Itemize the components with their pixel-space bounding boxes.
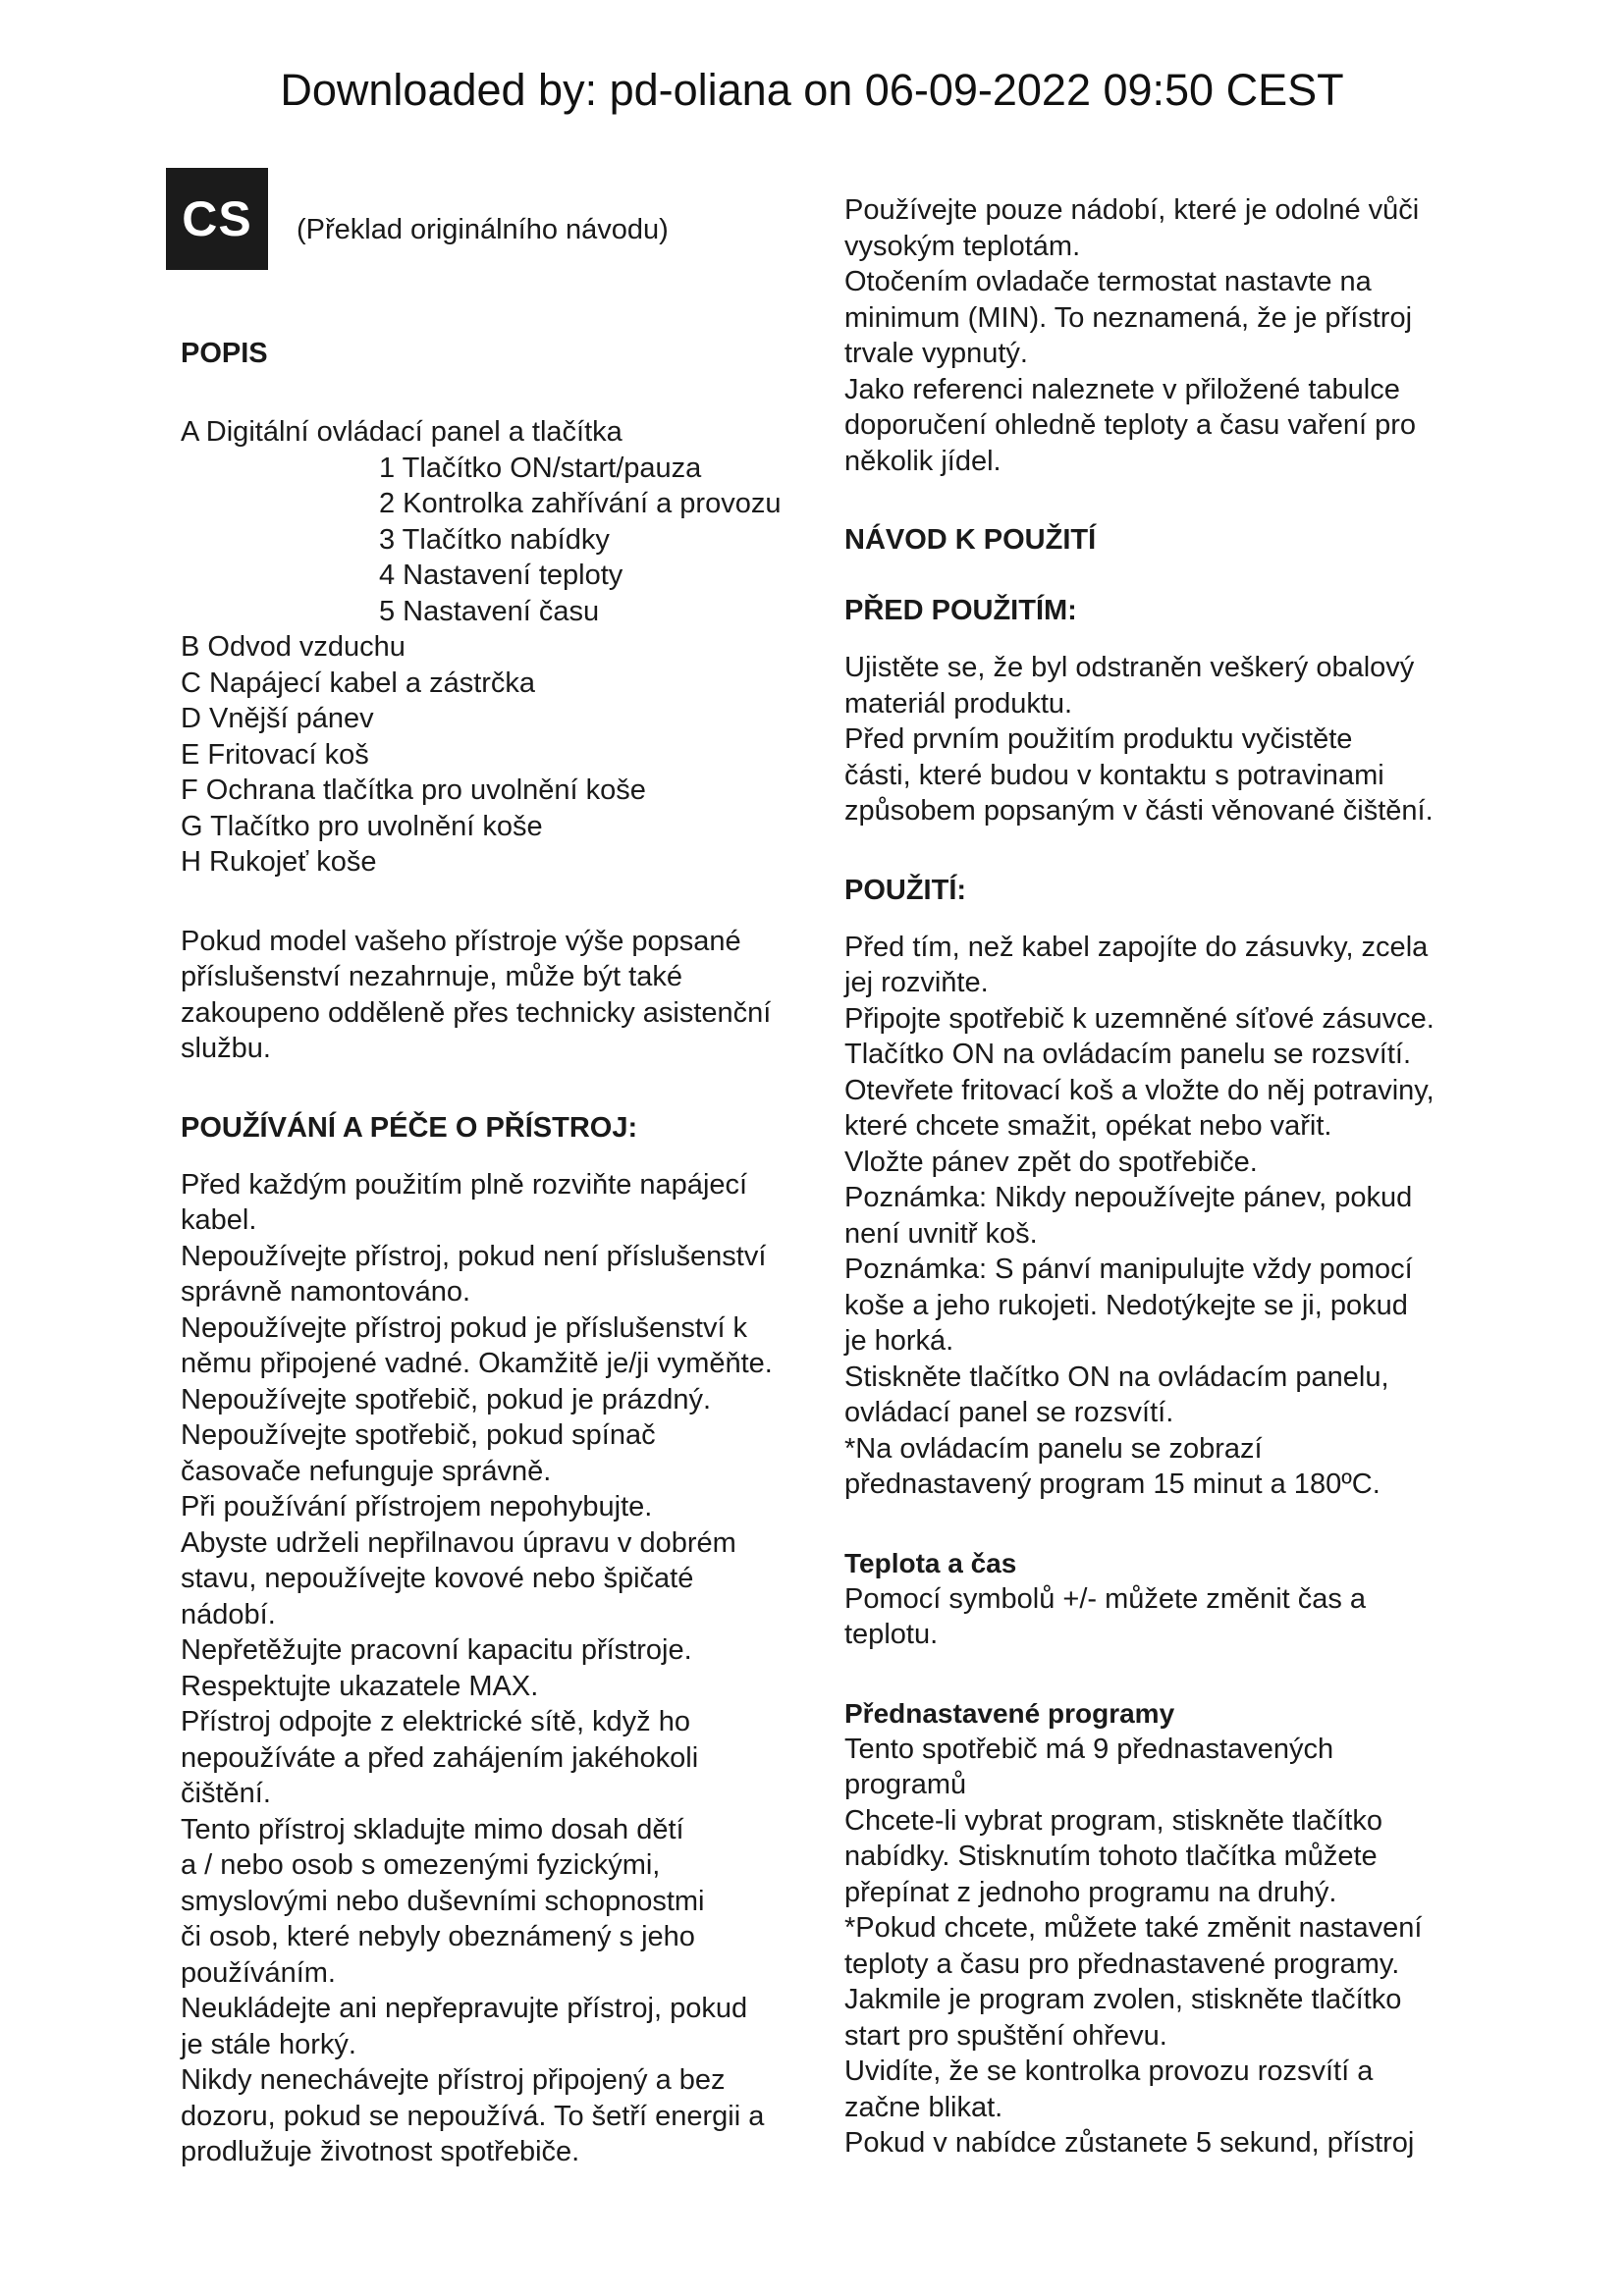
text-line: používáním. bbox=[181, 1956, 336, 1989]
text-line: Používejte pouze nádobí, které je odolné vůči bbox=[844, 194, 1420, 226]
text-line: koše a jeho rukojeti. Nedotýkejte se ji, pokud bbox=[844, 1289, 1408, 1321]
text-line: Pokud v nabídce zůstanete 5 sekund, přístroj bbox=[844, 2127, 1415, 2159]
text-line: Chcete-li vybrat program, stiskněte tlačítko bbox=[844, 1804, 1382, 1837]
text-line: Nepoužívejte spotřebič, pokud spínač bbox=[181, 1419, 656, 1451]
temperature-time-paragraph bbox=[844, 1581, 1473, 1653]
parts-subitem: 4 Nastavení teploty bbox=[379, 560, 623, 591]
text-line: službu. bbox=[181, 1033, 271, 1064]
section-heading-presets: Přednastavené programy bbox=[844, 1697, 1175, 1729]
section-heading-popis: POPIS bbox=[181, 338, 268, 369]
text-line: Poznámka: S pánví manipulujte vždy pomocí bbox=[844, 1254, 1413, 1285]
text-line: nepoužíváte a před zahájením jakéhokoli bbox=[181, 1741, 699, 1774]
text-line: či osob, které nebyly obeznámený s jeho bbox=[181, 1921, 695, 1952]
text-line: Tlačítko ON na ovládacím panelu se rozsvítí. bbox=[844, 1039, 1412, 1070]
text-line: Přístroj odpojte z elektrické sítě, když ho bbox=[181, 1706, 690, 1737]
text-line: prodlužuje životnost spotřebiče. bbox=[181, 2136, 580, 2167]
text-line: minimum (MIN). To neznamená, že je přístroj bbox=[844, 301, 1413, 334]
parts-subitem: 5 Nastavení času bbox=[379, 595, 600, 627]
parts-list-item: G Tlačítko pro uvolnění koše bbox=[181, 810, 543, 842]
text-line: několik jídel. bbox=[844, 445, 1001, 477]
translation-subtitle: (Překlad originálního návodu) bbox=[297, 214, 669, 245]
text-line: Před tím, než kabel zapojíte do zásuvky, zcela bbox=[844, 931, 1429, 963]
text-line: začne blikat. bbox=[844, 2091, 1003, 2123]
text-line: Při používání přístrojem nepohybujte. bbox=[181, 1491, 653, 1522]
text-line: které chcete smažit, opékat nebo vařit. bbox=[844, 1110, 1332, 1142]
language-badge: CS bbox=[166, 168, 268, 270]
text-line: způsobem popsaným v části věnované čištění. bbox=[844, 795, 1434, 827]
parts-list-item: B Odvod vzduchu bbox=[181, 631, 406, 663]
text-line: němu připojené vadné. Okamžitě je/ji vyměňte. bbox=[181, 1348, 773, 1379]
parts-list-item: F Ochrana tlačítka pro uvolnění koše bbox=[181, 774, 646, 806]
parts-list-item: D Vnější pánev bbox=[181, 703, 374, 734]
intro-paragraph bbox=[844, 192, 1473, 479]
parts-subitem: 3 Tlačítko nabídky bbox=[379, 523, 610, 556]
text-line: Stiskněte tlačítko ON na ovládacím panelu, bbox=[844, 1361, 1389, 1393]
section-heading-temperature-time: Teplota a čas bbox=[844, 1547, 1017, 1578]
text-line: zakoupeno odděleně přes technicky asistenční bbox=[181, 996, 772, 1029]
text-line: nádobí. bbox=[181, 1598, 276, 1630]
text-line: programů bbox=[844, 1769, 967, 1800]
text-line: ovládací panel se rozsvítí. bbox=[844, 1397, 1174, 1428]
text-line: kabel. bbox=[181, 1204, 257, 1236]
text-line: Tento přístroj skladujte mimo dosah dětí bbox=[181, 1813, 684, 1845]
text-line: části, které budou v kontaktu s potravinami bbox=[844, 759, 1384, 791]
text-line: Pomocí symbolů +/- můžete změnit čas a bbox=[844, 1582, 1367, 1615]
text-line: dozoru, pokud se nepoužívá. To šetří energii a bbox=[181, 2100, 765, 2132]
text-line: je horká. bbox=[844, 1325, 954, 1357]
text-line: nabídky. Stisknutím tohoto tlačítka můžete bbox=[844, 1841, 1378, 1872]
text-line: Respektujte ukazatele MAX. bbox=[181, 1670, 539, 1702]
text-line: *Na ovládacím panelu se zobrazí bbox=[844, 1432, 1263, 1465]
text-line: start pro spuštění ohřevu. bbox=[844, 2019, 1167, 2052]
care-instructions bbox=[181, 1167, 809, 2170]
text-line: přednastavený program 15 minut a 180ºC. bbox=[844, 1468, 1380, 1500]
text-line: čištění. bbox=[181, 1778, 271, 1809]
text-line: smyslovými nebo duševními schopnostmi bbox=[181, 1885, 705, 1917]
text-line: Jako referenci naleznete v přiložené tabulce bbox=[844, 373, 1400, 405]
text-line: *Pokud chcete, můžete také změnit nastavení bbox=[844, 1912, 1423, 1944]
left-column bbox=[181, 336, 809, 2170]
text-line: Tento spotřebič má 9 přednastavených bbox=[844, 1733, 1334, 1765]
text-line: Ujistěte se, že byl odstraněn veškerý obalový bbox=[844, 652, 1415, 683]
text-line: Abyste udrželi nepřilnavou úpravu v dobrém bbox=[181, 1526, 736, 1559]
section-heading-care: POUŽÍVÁNÍ A PÉČE O PŘÍSTROJ: bbox=[181, 1111, 638, 1144]
text-line: Před každým použitím plně rozviňte napájecí bbox=[181, 1168, 748, 1201]
text-line: Připojte spotřebič k uzemněné síťové zásuvce. bbox=[844, 1002, 1435, 1035]
text-line: Nepoužívejte spotřebič, pokud je prázdný. bbox=[181, 1383, 712, 1415]
section-heading-before-use: PŘED POUŽITÍM: bbox=[844, 595, 1077, 626]
text-line: Poznámka: Nikdy nepoužívejte pánev, pokud bbox=[844, 1182, 1413, 1213]
accessory-note bbox=[181, 924, 809, 1067]
text-line: stavu, nepoužívejte kovové nebo špičaté bbox=[181, 1563, 694, 1594]
section-heading-use: POUŽITÍ: bbox=[844, 874, 967, 906]
text-line: Nikdy nenechávejte přístroj připojený a bez bbox=[181, 2064, 726, 2096]
text-line: Neukládejte ani nepřepravujte přístroj, pokud bbox=[181, 1993, 748, 2024]
parts-list-item: A Digitální ovládací panel a tlačítka bbox=[181, 416, 623, 448]
text-line: Před prvním použitím produktu vyčistěte bbox=[844, 723, 1353, 755]
presets-paragraph bbox=[844, 1732, 1473, 2162]
text-line: je stále horký. bbox=[181, 2028, 356, 2060]
download-header: Downloaded by: pd-oliana on 06-09-2022 09:50 CEST bbox=[280, 65, 1344, 115]
parts-subitem: 2 Kontrolka zahřívání a provozu bbox=[379, 488, 782, 519]
text-line: Otevřete fritovací koš a vložte do něj potraviny, bbox=[844, 1074, 1435, 1106]
text-line: trvale vypnutý. bbox=[844, 338, 1028, 369]
text-line: Jakmile je program zvolen, stiskněte tlačítko bbox=[844, 1984, 1402, 2015]
parts-list-item: E Fritovací koš bbox=[181, 738, 369, 771]
text-line: Nepoužívejte přístroj pokud je příslušenství k bbox=[181, 1311, 748, 1344]
parts-list-item: C Napájecí kabel a zástrčka bbox=[181, 667, 536, 699]
text-line: jej rozviňte. bbox=[844, 967, 989, 998]
text-line: Vložte pánev zpět do spotřebiče. bbox=[844, 1146, 1258, 1178]
text-line: správně namontováno. bbox=[181, 1276, 471, 1308]
text-line: vysokým teplotám. bbox=[844, 230, 1081, 262]
text-line: Nepřetěžujte pracovní kapacitu přístroje. bbox=[181, 1634, 692, 1666]
text-line: teplotu. bbox=[844, 1619, 939, 1650]
parts-subitem: 1 Tlačítko ON/start/pauza bbox=[379, 452, 702, 484]
text-line: časovače nefunguje správně. bbox=[181, 1455, 552, 1487]
text-line: a / nebo osob s omezenými fyzickými, bbox=[181, 1849, 661, 1881]
text-line: doporučení ohledně teploty a času vaření pro bbox=[844, 409, 1417, 441]
text-line: Uvidíte, že se kontrolka provozu rozsvítí a bbox=[844, 2056, 1374, 2087]
parts-sublist bbox=[181, 451, 809, 630]
text-line: Otočením ovladače termostat nastavte na bbox=[844, 266, 1372, 297]
use-paragraph bbox=[844, 930, 1473, 1503]
text-line: Pokud model vašeho přístroje výše popsané bbox=[181, 925, 741, 957]
text-line: Nepoužívejte přístroj, pokud není příslušenství bbox=[181, 1240, 767, 1272]
right-column bbox=[844, 192, 1473, 2162]
parts-list-item: H Rukojeť koše bbox=[181, 846, 377, 878]
text-line: není uvnitř koš. bbox=[844, 1217, 1038, 1250]
text-line: teploty a času pro přednastavené programy. bbox=[844, 1948, 1400, 1980]
text-line: přepínat z jednoho programu na druhý. bbox=[844, 1876, 1337, 1908]
text-line: materiál produktu. bbox=[844, 687, 1073, 720]
before-use-paragraph bbox=[844, 650, 1473, 829]
section-heading-usage: NÁVOD K POUŽITÍ bbox=[844, 524, 1097, 556]
text-line: příslušenství nezahrnuje, může být také bbox=[181, 961, 682, 992]
